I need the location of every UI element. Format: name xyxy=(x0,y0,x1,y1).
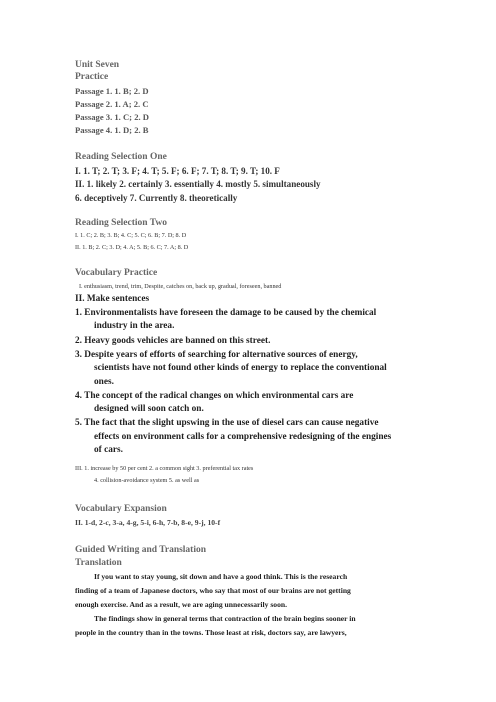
sentence-3-line-1: 3. Despite years of efforts of searching for alternative sources of energy, xyxy=(75,350,358,360)
reading-two-line-1: I. 1. C; 2. B; 3. B; 4. C; 5. C; 6. B; 7. D; 8. D xyxy=(75,232,187,239)
guided-heading: Guided Writing and Translation xyxy=(75,545,207,555)
vocab-practice-heading: Vocabulary Practice xyxy=(75,268,158,278)
practice-heading: Practice xyxy=(75,72,109,82)
sentence-5-line-1: 5. The fact that the slight upswing in the use of diesel cars can cause negative xyxy=(75,418,379,428)
sentence-3-line-3: ones. xyxy=(94,377,114,387)
sentence-4-line-1: 4. The concept of the radical changes on which environmental cars are xyxy=(75,391,354,401)
sentence-4-line-2: designed will soon catch on. xyxy=(94,404,204,414)
sentence-1-line-1: 1. Environmentalists have foreseen the damage to be caused by the chemical xyxy=(75,308,377,318)
reading-one-line-3: 6. deceptively 7. Currently 8. theoretically xyxy=(75,193,238,203)
make-sentences-heading: II. Make sentences xyxy=(75,294,150,304)
practice-line-3: Passage 3. 1. C; 2. D xyxy=(75,112,149,122)
reading-two-line-2: II. 1. B; 2. C; 3. D; 4. A; 5. B; 6. C; 7. A; 8. D xyxy=(75,244,189,251)
sentence-2-line-1: 2. Heavy goods vehicles are banned on this street. xyxy=(75,336,271,346)
translation-para-2-line-2: people in the country than in the towns. Those least at risk, doctors say, are lawyers, xyxy=(75,628,347,637)
practice-line-4: Passage 4. 1. D; 2. B xyxy=(75,125,149,135)
reading-one-line-1: I. 1. T; 2. T; 3. F; 4. T; 5. F; 6. F; 7. T; 8. T; 9. T; 10. F xyxy=(75,166,280,176)
vocab-expansion-line-1: II. 1-d, 2-c, 3-a, 4-g, 5-i, 6-h, 7-b, 8-e, 9-j, 10-f xyxy=(75,518,221,527)
reading-two-heading: Reading Selection Two xyxy=(75,218,168,228)
sentence-1-line-2: industry in the area. xyxy=(94,321,175,331)
translation-para-1-line-1: If you want to stay young, sit down and have a good think. This is the research xyxy=(94,572,348,581)
unit-title: Unit Seven xyxy=(75,60,120,70)
vocab-practice-iii-line-1: III. 1. increase by 50 per cent 2. a common sight 3. preferential tax rates xyxy=(75,465,254,472)
reading-one-line-2: II. 1. likely 2. certainly 3. essentially 4. mostly 5. simultaneously xyxy=(75,179,321,189)
vocab-expansion-heading: Vocabulary Expansion xyxy=(75,504,167,514)
practice-line-1: Passage 1. 1. B; 2. D xyxy=(75,86,149,96)
practice-line-2: Passage 2. 1. A; 2. C xyxy=(75,99,149,109)
sentence-5-line-3: of cars. xyxy=(94,445,123,455)
translation-para-1-line-3: enough exercise. And as a result, we are aging unnecessarily soon. xyxy=(75,600,287,609)
translation-heading: Translation xyxy=(75,558,122,568)
translation-para-2-line-1: The findings show in general terms that contraction of the brain begins sooner in xyxy=(94,614,356,623)
sentence-3-line-2: scientists have not found other kinds of energy to replace the conventional xyxy=(94,363,387,373)
vocab-practice-iii-line-2: 4. collision-avoidance system 5. as well as xyxy=(94,477,200,484)
vocab-practice-line-1: I. enthusiasm, trend, trim, Despite, catches on, back up, gradual, foreseen, banned xyxy=(79,283,282,290)
reading-one-heading: Reading Selection One xyxy=(75,152,167,162)
sentence-5-line-2: effects on environment calls for a comprehensive redesigning of the engines xyxy=(94,432,392,442)
translation-para-1-line-2: finding of a team of Japanese doctors, who say that most of our brains are not getting xyxy=(75,586,351,595)
